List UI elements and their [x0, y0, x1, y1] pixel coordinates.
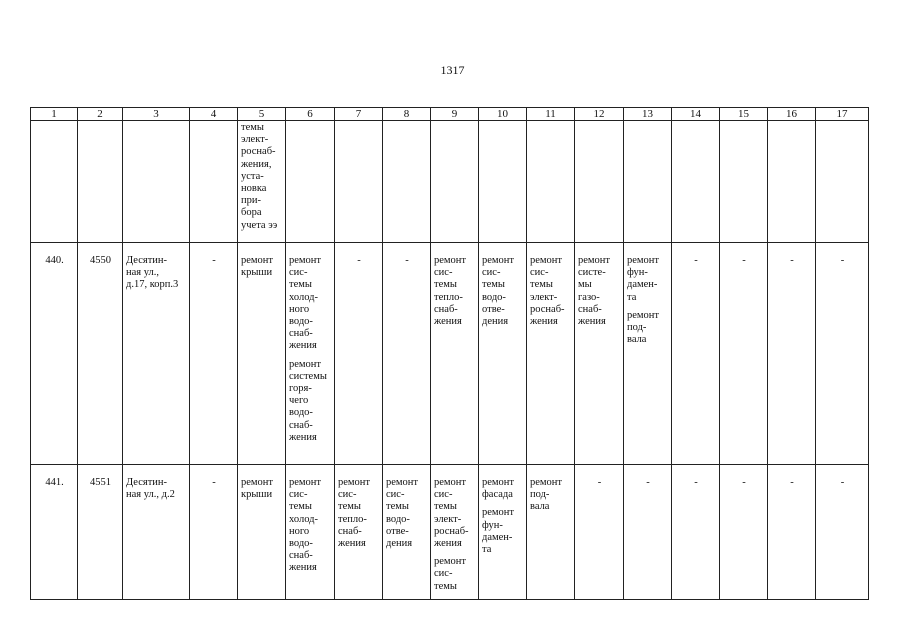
column-header-8: 8 [383, 108, 431, 121]
cell-col10 [479, 465, 527, 600]
work-item-line: дения [482, 316, 509, 328]
work-item-line: вала [530, 501, 550, 513]
work-item-line: под- [530, 489, 550, 501]
work-item-line: ремонт [482, 477, 515, 488]
address-line: Десятин- [126, 255, 168, 266]
work-item-block [241, 477, 283, 501]
work-item-line: сис- [289, 489, 308, 501]
work-item-block [530, 477, 572, 514]
cell-col5 [238, 465, 286, 600]
work-item-line: снаб- [434, 303, 458, 315]
empty-dash: - [212, 255, 216, 266]
work-item-line: фасада [482, 489, 513, 501]
work-item-line: водо- [289, 538, 313, 550]
work-item-line: снаб- [289, 550, 313, 562]
cell-col5 [238, 243, 286, 465]
cell-col15 [720, 465, 768, 600]
column-header-13: 13 [624, 108, 672, 121]
cell-col8 [383, 465, 431, 600]
address-line: ная ул., [126, 267, 160, 279]
cell-col4 [190, 243, 238, 465]
work-item-line: ремонт [386, 477, 419, 488]
work-item-line: сис- [434, 489, 453, 501]
work-item-line: сис- [482, 267, 501, 279]
empty-dash: - [405, 255, 409, 266]
continuation-row [31, 121, 869, 243]
cell-col6 [286, 243, 335, 465]
cell-col8 [383, 121, 431, 243]
work-item-line: водо- [289, 407, 313, 419]
address-line: ная ул., д.2 [126, 489, 175, 501]
work-item-block [578, 255, 621, 328]
cell-col11 [527, 243, 575, 465]
work-item-line: водо- [289, 316, 313, 328]
work-item-line: дения [386, 538, 413, 550]
cell-text-line: бора [241, 207, 262, 219]
cell-col9 [431, 121, 479, 243]
work-item-line: жения [289, 562, 317, 574]
work-item-line: дамен- [482, 531, 513, 543]
work-item-line: жения [338, 538, 366, 550]
cell-col7 [335, 121, 383, 243]
cell-col9 [431, 465, 479, 600]
cell-col7 [335, 465, 383, 600]
work-item-line: темы [434, 580, 457, 592]
work-item-line: темы [289, 501, 312, 513]
work-item-line: вала [627, 334, 647, 346]
cell-col10 [479, 121, 527, 243]
column-header-14: 14 [672, 108, 720, 121]
empty-dash: - [646, 477, 650, 488]
empty-dash: - [840, 477, 845, 488]
table-row [31, 465, 869, 600]
address-line: д.17, корп.3 [126, 279, 179, 291]
work-item-block [482, 507, 524, 556]
work-item-line: под- [627, 322, 647, 334]
work-item-line: жения [530, 316, 558, 328]
work-item-line: снаб- [289, 328, 313, 340]
column-header-9: 9 [431, 108, 479, 121]
work-item-line: газо- [578, 291, 600, 303]
cell-col17 [816, 243, 869, 465]
work-item-line: ремонт [482, 255, 515, 266]
cell-col9 [431, 243, 479, 465]
cell-text-line: при- [241, 195, 261, 207]
cell-col15 [720, 121, 768, 243]
cell-text-line: элект- [241, 134, 269, 146]
work-item-line: холод- [289, 513, 318, 525]
column-header-6: 6 [286, 108, 335, 121]
work-item-line: водо- [386, 513, 410, 525]
work-item-line: системы [289, 370, 327, 382]
work-item-line: та [482, 544, 492, 556]
work-item-block [434, 477, 476, 550]
work-item-block [482, 255, 524, 328]
cell-col3 [123, 121, 190, 243]
work-item-line: ремонт [578, 255, 611, 266]
work-item-line: сис- [289, 267, 308, 279]
work-item-line: ремонт [241, 477, 274, 488]
address-line: Десятин- [126, 477, 168, 488]
work-item-line: роснаб- [434, 525, 469, 537]
cell-col12 [575, 465, 624, 600]
cell-col13 [624, 243, 672, 465]
empty-dash: - [694, 255, 698, 266]
empty-dash: - [790, 477, 794, 488]
work-item-block [289, 359, 332, 444]
work-item-line: снаб- [578, 303, 602, 315]
work-item-line: чего [289, 395, 309, 407]
cell-col7 [335, 243, 383, 465]
work-item-block [338, 477, 380, 550]
cell-col14 [672, 243, 720, 465]
work-item-line: систе- [578, 267, 606, 279]
empty-dash: - [694, 477, 698, 488]
work-item-line: жения [434, 538, 462, 550]
empty-dash: - [597, 477, 602, 488]
cell-col2 [78, 121, 123, 243]
work-item-line: ремонт [530, 255, 563, 266]
cell-col16 [768, 243, 816, 465]
cell-text-line: уста- [241, 170, 264, 182]
empty-dash: - [742, 477, 746, 488]
work-item-line: жения [434, 316, 462, 328]
empty-dash: - [742, 255, 746, 266]
work-item-line: ремонт [530, 477, 563, 488]
work-item-line: ремонт [241, 255, 274, 266]
cell-col14 [672, 121, 720, 243]
table-row [31, 243, 869, 465]
cell-col6 [286, 121, 335, 243]
column-header-17: 17 [816, 108, 869, 121]
work-item-line: тепло- [434, 291, 463, 303]
work-item-line: ремонт [434, 255, 467, 266]
work-item-line: водо- [482, 291, 506, 303]
cell-col17 [816, 121, 869, 243]
work-item-line: ремонт [289, 358, 322, 370]
empty-dash: - [840, 255, 845, 266]
cell-text-line: жения, [241, 158, 272, 170]
empty-dash: - [212, 477, 216, 488]
row-number: 440. [31, 243, 78, 465]
cell-text-line: учета ээ [241, 219, 278, 231]
column-header-2: 2 [78, 108, 123, 121]
work-item-line: ного [289, 525, 310, 537]
work-item-line: ремонт [434, 556, 467, 568]
work-item-line: ремонт [434, 477, 467, 488]
cell-col16 [768, 121, 816, 243]
work-item-line: жения [578, 316, 606, 328]
column-header-5: 5 [238, 108, 286, 121]
work-item-block [241, 255, 283, 279]
work-item-line: ремонт [289, 477, 322, 488]
cell-col13 [624, 465, 672, 600]
work-item-line: фун- [627, 267, 648, 279]
object-code: 4550 [78, 243, 123, 465]
page-number: 1317 [440, 63, 465, 77]
repair-schedule-table [30, 107, 869, 600]
cell-col12 [575, 243, 624, 465]
work-item-line: элект- [530, 291, 558, 303]
work-item-line: роснаб- [530, 303, 565, 315]
work-item-line: темы [482, 279, 505, 291]
work-item-line: снаб- [338, 525, 362, 537]
cell-text-line: роснаб- [241, 146, 276, 158]
work-item-line: сис- [434, 267, 453, 279]
column-header-11: 11 [527, 108, 575, 121]
cell-col1 [31, 121, 78, 243]
cell-col14 [672, 465, 720, 600]
cell-col11 [527, 465, 575, 600]
cell-col5 [238, 121, 286, 243]
work-item-block [289, 255, 332, 353]
cell-col16 [768, 465, 816, 600]
work-item-block [386, 477, 428, 550]
column-header-1: 1 [31, 108, 78, 121]
cell-text-line: темы [241, 122, 264, 133]
work-item-line: ремонт [627, 309, 660, 321]
row-number: 441. [31, 465, 78, 600]
work-item-block [482, 477, 524, 501]
work-item-line: фун- [482, 519, 503, 531]
cell-col13 [624, 121, 672, 243]
work-item-line: ремонт [482, 507, 515, 519]
work-item-line: темы [338, 501, 361, 513]
cell-col15 [720, 243, 768, 465]
column-header-10: 10 [479, 108, 527, 121]
cell-col17 [816, 465, 869, 600]
work-item-block [434, 556, 476, 593]
work-item-line: крыши [241, 489, 273, 501]
cell-col12 [575, 121, 624, 243]
address-cell [123, 465, 190, 600]
work-item-line: сис- [434, 568, 453, 580]
work-item-line: темы [289, 279, 312, 291]
cell-col4 [190, 465, 238, 600]
work-item-line: сис- [530, 267, 549, 279]
work-item-line: снаб- [289, 419, 313, 431]
work-item-block [434, 255, 476, 328]
work-item-line: тепло- [338, 513, 367, 525]
work-item-line: мы [578, 279, 592, 291]
header-row [31, 108, 869, 121]
work-item-line: ремонт [338, 477, 371, 488]
column-header-7: 7 [335, 108, 383, 121]
work-item-line: горя- [289, 383, 312, 395]
work-item-line: темы [434, 501, 457, 513]
work-item-block [627, 255, 669, 304]
cell-col8 [383, 243, 431, 465]
cell-col10 [479, 243, 527, 465]
column-header-15: 15 [720, 108, 768, 121]
cell-col11 [527, 121, 575, 243]
cell-col4 [190, 121, 238, 243]
work-item-line: отве- [482, 303, 505, 315]
work-item-line: жения [289, 431, 317, 443]
work-item-line: ремонт [627, 255, 660, 266]
cell-text-line: новка [241, 183, 267, 195]
work-item-line: холод- [289, 291, 318, 303]
work-item-line: сис- [338, 489, 357, 501]
work-item-line: жения [289, 340, 317, 352]
object-code: 4551 [78, 465, 123, 600]
address-cell [123, 243, 190, 465]
work-item-block [530, 255, 572, 328]
work-item-line: отве- [386, 525, 409, 537]
work-item-line: дамен- [627, 279, 658, 291]
work-item-line: крыши [241, 267, 273, 279]
column-header-12: 12 [575, 108, 624, 121]
cell-col6 [286, 465, 335, 600]
empty-dash: - [790, 255, 794, 266]
work-item-line: темы [530, 279, 553, 291]
work-item-line: ремонт [289, 255, 322, 266]
work-item-line: сис- [386, 489, 405, 501]
work-item-line: темы [386, 501, 409, 513]
work-item-line: темы [434, 279, 457, 291]
work-item-line: та [627, 291, 637, 303]
column-header-16: 16 [768, 108, 816, 121]
work-item-line: ного [289, 303, 310, 315]
column-header-3: 3 [123, 108, 190, 121]
work-item-block [289, 477, 332, 575]
work-item-block [627, 310, 669, 347]
empty-dash: - [357, 255, 361, 266]
column-header-4: 4 [190, 108, 238, 121]
work-item-line: элект- [434, 513, 462, 525]
